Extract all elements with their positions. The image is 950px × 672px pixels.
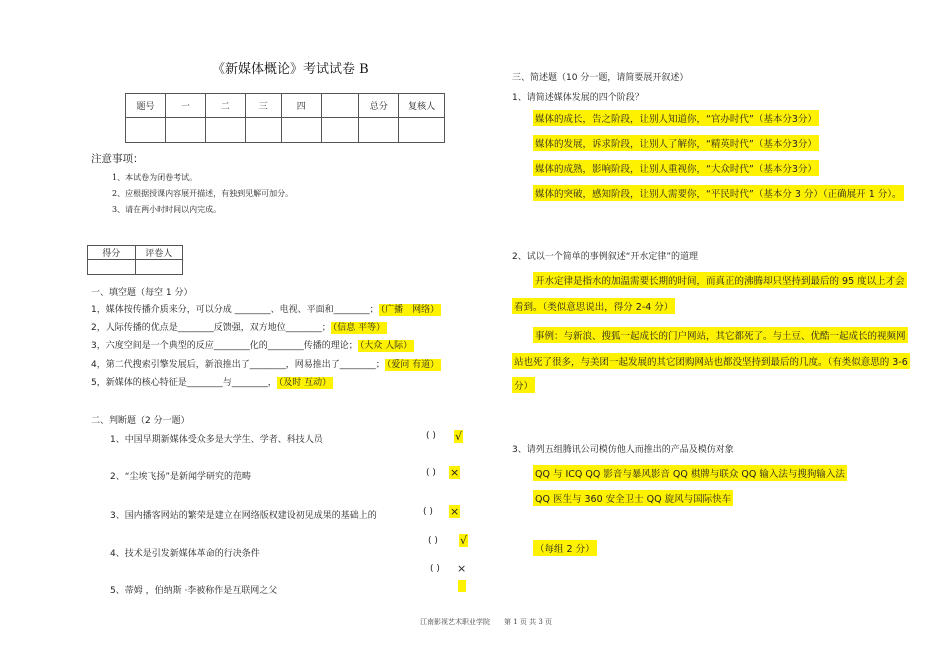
score-cell[interactable]	[205, 118, 245, 143]
score-header-cell: 总分	[359, 94, 399, 118]
essay-question: 2、试以一个简单的事例叙述“开水定律”的道理	[512, 252, 699, 262]
essay-answer-line: QQ 医生与 360 安全卫士 QQ 旋风与国际快车	[533, 490, 733, 506]
section1-heading: 一、填空题（每空 1 分）	[91, 288, 193, 298]
answer-highlight: （信息 平等）	[332, 323, 386, 333]
essay-answer-line: 站也死了很多，与美团一起发展的其它团购网站也都没坚持到最后的几度。（有类似意思的 3-6	[512, 353, 910, 369]
essay-answer-line: 媒体的成熟，影响阶段，让别人重视你，“大众时代”（基本分3分）	[533, 160, 819, 176]
judge-answer-paren[interactable]: ( )	[423, 507, 433, 517]
cross-mark-icon: ×	[450, 466, 460, 479]
question-text: 2，人际传播的优点是________反馈强，双方地位________；	[91, 323, 331, 333]
essay-answer-line: QQ 与 ICQ QQ 影音与暴风影音 QQ 棋牌与联众 QQ 输入法与搜狗输入法	[533, 465, 847, 481]
score-header-cell	[321, 94, 359, 118]
essay-answer-line: 开水定律是指水的加温需要长期的时间，而真正的沸腾却只坚持到最后的 95 度以上才会	[533, 272, 907, 288]
notes-heading: 注意事项：	[91, 153, 144, 165]
score-cell[interactable]	[281, 118, 321, 143]
score-header-cell: 二	[205, 94, 245, 118]
page-title: 《新媒体概论》考试试卷 B	[212, 62, 369, 77]
check-mark-icon: √	[455, 430, 463, 443]
score-header-cell: 四	[281, 94, 321, 118]
answer-highlight-block	[458, 580, 466, 592]
essay-answer-line: 媒体的发展，诉求阶段，让别人了解你，“精英时代”（基本分3分）	[533, 135, 819, 151]
score-header-cell: 复核人	[399, 94, 445, 118]
grader-header-score: 得分	[88, 246, 136, 260]
judge-question-text: 1、中国早期新媒体受众多是大学生、学者、科技人员	[110, 435, 323, 445]
essay-answer-line: 媒体的突破，感知阶段，让别人需要你，“平民时代”（基本分 3 分）（正确展开 1 分）。	[533, 185, 904, 201]
grader-header-grader: 评卷人	[135, 246, 183, 260]
score-cell[interactable]	[399, 118, 445, 143]
check-mark-icon: √	[460, 534, 468, 547]
score-cell[interactable]	[321, 118, 359, 143]
essay-answer-line: 媒体的成长，告之阶段，让别人知道你，“官办时代”（基本分3分）	[533, 110, 819, 126]
essay-answer-line: 事例：与新浪、搜狐一起成长的门户网站，其它都死了。与土豆、优酷一起成长的视频网	[533, 327, 908, 343]
fill-question	[91, 320, 387, 333]
judge-question-text: 4、技术是引发新媒体革命的行决条件	[110, 549, 260, 559]
judge-question-text: 3、国内播客网站的繁荣是建立在网络版权建设初见成果的基础上的	[110, 511, 377, 521]
question-text: 1，媒体按传播介质来分，可以分成 ________、电视、平面和________；	[91, 305, 379, 315]
question-text: 4，第二代搜索引擎发展后，新浪推出了________，网易推出了________；	[91, 360, 385, 370]
question-text: 5，新媒体的核心特征是________与________，	[91, 378, 277, 388]
score-table	[125, 93, 445, 143]
answer-highlight: （及时 互动）	[278, 378, 332, 388]
question-text: 3，六度空间是一个典型的反应________化的________传播的理论；	[91, 341, 358, 351]
score-cell[interactable]	[245, 118, 281, 143]
judge-answer-paren[interactable]: ( )	[430, 564, 440, 574]
essay-question: 1、请简述媒体发展的四个阶段？	[512, 93, 644, 103]
essay-answer-line: 看到。（类似意思说出，得分 2-4 分）	[512, 298, 675, 314]
answer-highlight: （广播 网络）	[380, 305, 440, 315]
fill-question	[91, 302, 441, 315]
judge-answer-paren[interactable]: ( )	[426, 431, 436, 441]
answer-highlight: （爱问 有道）	[386, 360, 440, 370]
answer-highlight: （大众 人际）	[359, 341, 413, 351]
score-header-cell: 一	[165, 94, 205, 118]
judge-answer-paren[interactable]: ( )	[426, 468, 436, 478]
essay-answer-line: （每组 2 分）	[533, 540, 597, 556]
fill-question	[91, 357, 441, 370]
grader-table	[87, 245, 183, 275]
cross-mark-icon: ×	[457, 562, 467, 575]
section2-heading: 二、判断题（2 分一题）	[91, 416, 190, 426]
judge-question-text: 2、“尘埃飞扬”是新闻学研究的范畴	[110, 472, 252, 482]
score-cell[interactable]	[165, 118, 205, 143]
note-item: 3、请在两小时时间以内完成。	[112, 205, 222, 214]
judge-question-text: 5、蒂姆 ，伯纳斯 ·李被称作是互联网之父	[110, 586, 278, 596]
grader-cell[interactable]	[88, 260, 136, 275]
grader-cell[interactable]	[135, 260, 183, 275]
cross-mark-icon: ×	[450, 505, 460, 518]
fill-question	[91, 375, 333, 388]
score-cell[interactable]	[359, 118, 399, 143]
page-footer: 江南影视艺术职业学院 第 1 页 共 3 页	[420, 618, 553, 626]
note-item: 1、本试卷为闭卷考试。	[112, 173, 198, 182]
section3-heading: 三、简述题（10 分一题，请简要展开叙述）	[512, 73, 689, 83]
note-item: 2、应根据授课内容展开描述，有独到见解可加分。	[112, 189, 294, 198]
score-cell[interactable]	[126, 118, 166, 143]
judge-answer-paren[interactable]: ( )	[428, 536, 438, 546]
score-header-cell: 三	[245, 94, 281, 118]
essay-question: 3、请列五组腾讯公司模仿他人而推出的产品及模仿对象	[512, 445, 734, 455]
score-header-cell: 题号	[126, 94, 166, 118]
essay-answer-line: 分）	[512, 377, 535, 393]
fill-question	[91, 338, 414, 351]
